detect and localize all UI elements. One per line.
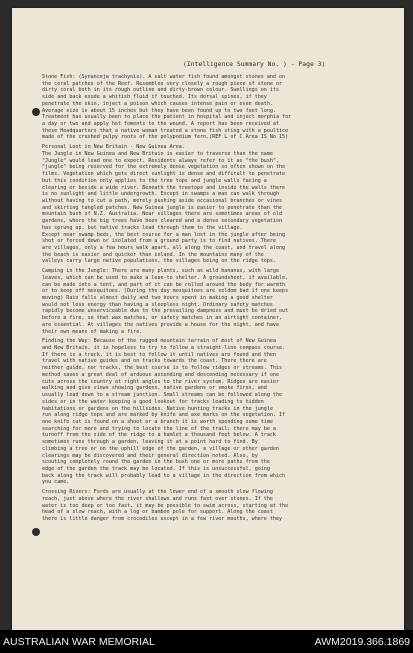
text-line: has sprung up, but native tracks lead through them to the village. xyxy=(42,224,243,231)
text-line: made of the crushed pulpy roots of the polypodium fern.(REF L of C Area IS No 15) xyxy=(42,134,289,141)
text-line: Crossing Rivers: Fords are usually at the lower end of a smooth slow flowing xyxy=(42,489,273,496)
text-line: turnoff from the side of the ridge to a hamlet a thousand feet below. A track xyxy=(42,432,276,439)
punch-hole xyxy=(32,108,40,116)
text-line: but this condition only applies to the tree tops and jungle walls facing a xyxy=(42,177,267,184)
text-line: without having to cut a path, merely pushing aside occasional branches or vines xyxy=(42,197,283,204)
archive-footer-bar xyxy=(0,630,413,653)
text-line: would not less energy than having a sleepless night. Ordinary safety matches xyxy=(42,301,273,308)
text-line: penetrate the skin, inject a poison which causes intense pain or even death. xyxy=(42,100,273,107)
text-line: moving) Rain falls almost daily and two hours spent in making a good shelter xyxy=(42,295,273,301)
text-line: water is too deep or too fast, it may be possible to swim across, starting at the xyxy=(42,502,289,509)
text-line: method saves a great deal of arduous ascending and descending necessary if one xyxy=(42,371,280,378)
text-line: travel with native guides and on tracks towards the coast. There there are xyxy=(42,358,267,365)
text-line: or to keep off mosquitoes. (During the day mosquitoes are seldom bad if one keeps xyxy=(42,288,289,295)
text-line: If there is a track, it is best to follow it until natives are found and then xyxy=(42,351,276,358)
text-line: The Jungle in New Guinea and New Britain is easier to traverse than the name xyxy=(42,150,273,157)
text-line: the beach is easier and quicker than inland. In the mountains many of the xyxy=(42,251,264,258)
text-line: and skirting tangled patches. New Guinea jungle is easier to penetrate than the xyxy=(42,204,283,211)
text-line: sides or in the water keeping a good lookout for tracks leading to hidden xyxy=(42,398,264,405)
text-line: are essential. At villages the natives provide a house for the night, and have xyxy=(42,321,280,328)
text-line: side and back exude a whitish fluid if touched. Its dorsal spines, if they xyxy=(42,94,267,101)
text-line: films. Vegetation which gets direct sunlight is dense and difficult to penetrate xyxy=(42,171,286,178)
text-line: leaves, which can be used to make a lean-to shelter. A groundsheet, if available, xyxy=(42,274,289,281)
text-line: searching for more and trying to locate the line of the trail; there may be a xyxy=(42,425,276,432)
text-line: their own means of making a fire. xyxy=(42,328,143,335)
text-line: climbing a tree or on the uphill edge of the garden, a village or other garden xyxy=(42,445,280,452)
text-line: head of a slow reach, with a log or bamboo pole for support. Along the coast xyxy=(42,509,273,516)
text-line: a day or two and apply hot foments to the wound. A report has been received at xyxy=(42,121,280,128)
text-line: Finding the Way: Because of the rugged mountain terrain of most of New Guinea xyxy=(42,338,276,345)
text-line: is no sunlight and little undergrowth. Except in swamps a man can walk through xyxy=(42,191,280,198)
text-line: habitations or gardens on the hillsides. Native hunting tracks in the jungle xyxy=(42,405,273,412)
text-line: the coral patches of the Reef. Resembles very closely a rough piece of stone or xyxy=(42,80,283,87)
text-line: back along the track will probably lead to a village in the direction from which xyxy=(42,472,286,479)
text-line: Treatment has usually been to place the patient in hospital and inject morphia for xyxy=(42,114,292,121)
text-line: clearings may be discovered and their general direction noted. Also, by xyxy=(42,452,258,459)
text-line: sometimes runs through a garden, leaving it at a point hard to find. By xyxy=(42,439,258,446)
text-line: Stone Fish: (Synanceja trachynis). A salt water fish found amongst stones and on xyxy=(42,74,286,80)
text-line: edge of the garden the track may be located. If this is unsuccessful, going xyxy=(42,465,270,472)
text-line: can be made into a tent, and part of it can be rolled around the body for warmth xyxy=(42,281,286,288)
text-line: valleys carry large native populations, the villages being on the ridge tops. xyxy=(42,258,276,265)
document-body xyxy=(42,74,384,523)
text-line: before a fire, so that wax matches, or safety matches in an airtight container, xyxy=(42,315,283,322)
text-line: cuts across the country at right angles to the river system. Ridges are easier xyxy=(42,378,280,385)
text-line: you came. xyxy=(42,479,70,486)
text-line: there is little danger from crocodiles except in a few river mouths, where they xyxy=(42,516,283,522)
text-line: "Jungle" would lead one to expect. Residents always refer to it as "the bush", xyxy=(42,157,280,164)
text-line: usually lead down to a stream junction. Small streams can be followed along the xyxy=(42,392,283,399)
text-line: shot or forced down or isolated from a ground party is to find natives. There xyxy=(42,238,276,245)
text-line: reach, just above where the river shallows and runs fast over stones. If the xyxy=(42,495,273,502)
punch-hole xyxy=(32,528,40,536)
footer-source-label: AUSTRALIAN WAR MEMORIAL xyxy=(3,636,155,648)
text-line: dirty coral both in its rough outline and dirty-brown colour. Swellings on its xyxy=(42,87,280,94)
page-header: (Intelligence Summary No. ) - Page 3) xyxy=(183,60,326,68)
text-line: Except near swamp beds, the best course for a man lost in the jungle after being xyxy=(42,231,286,238)
text-line: Camping in the Jungle: There are many plants, such as wild bananas, with large xyxy=(42,268,280,275)
text-line: gardens, where the big trees have been cleared and a dense secondary vegetation xyxy=(42,218,283,225)
text-line: Average size is about 15 inches but they have been found up to two feet long. xyxy=(42,107,276,114)
text-line: walking and give views showing gardens, native gardens or smoke fires, and xyxy=(42,385,267,392)
text-line: these Headquarters that a native woman treated a stone fish sting with a poultice xyxy=(42,127,289,134)
text-line: mountain bush of N.Z. Australia. Near villages there are sometimes areas of old xyxy=(42,211,283,218)
text-line: rapidly become unserviceable due to the prevailing dampness and must be dried out xyxy=(42,308,289,315)
text-line: run along ridge tops and are marked by knife and axe marks on the vegetation. If xyxy=(42,412,286,419)
text-line: clearing or beside a wide river. Beneath the treetops and inside the walls there xyxy=(42,184,286,191)
text-line: neither guide, nor tracks, the best course is to follow ridges or streams. This xyxy=(42,365,283,372)
footer-accession-number: AWM2019.366.1869 xyxy=(314,636,410,648)
text-line: and New Britain, it is hopeless to try to follow a straight-line compass course. xyxy=(42,345,286,352)
text-line: scouting completely round the garden in the bush one or more paths from the xyxy=(42,459,270,466)
text-line: "jungle" being reserved for the extremely dense vegetation so often shown on the xyxy=(42,164,286,171)
text-line: one knife cut is found on a shoot or a branch it is worth spending some time xyxy=(42,418,273,425)
text-line: are villages, only a few hours walk apart, all along the coast, and travel along xyxy=(42,244,286,251)
text-line: Personal Loot in New Britain - New Guinea Area. xyxy=(42,144,185,151)
